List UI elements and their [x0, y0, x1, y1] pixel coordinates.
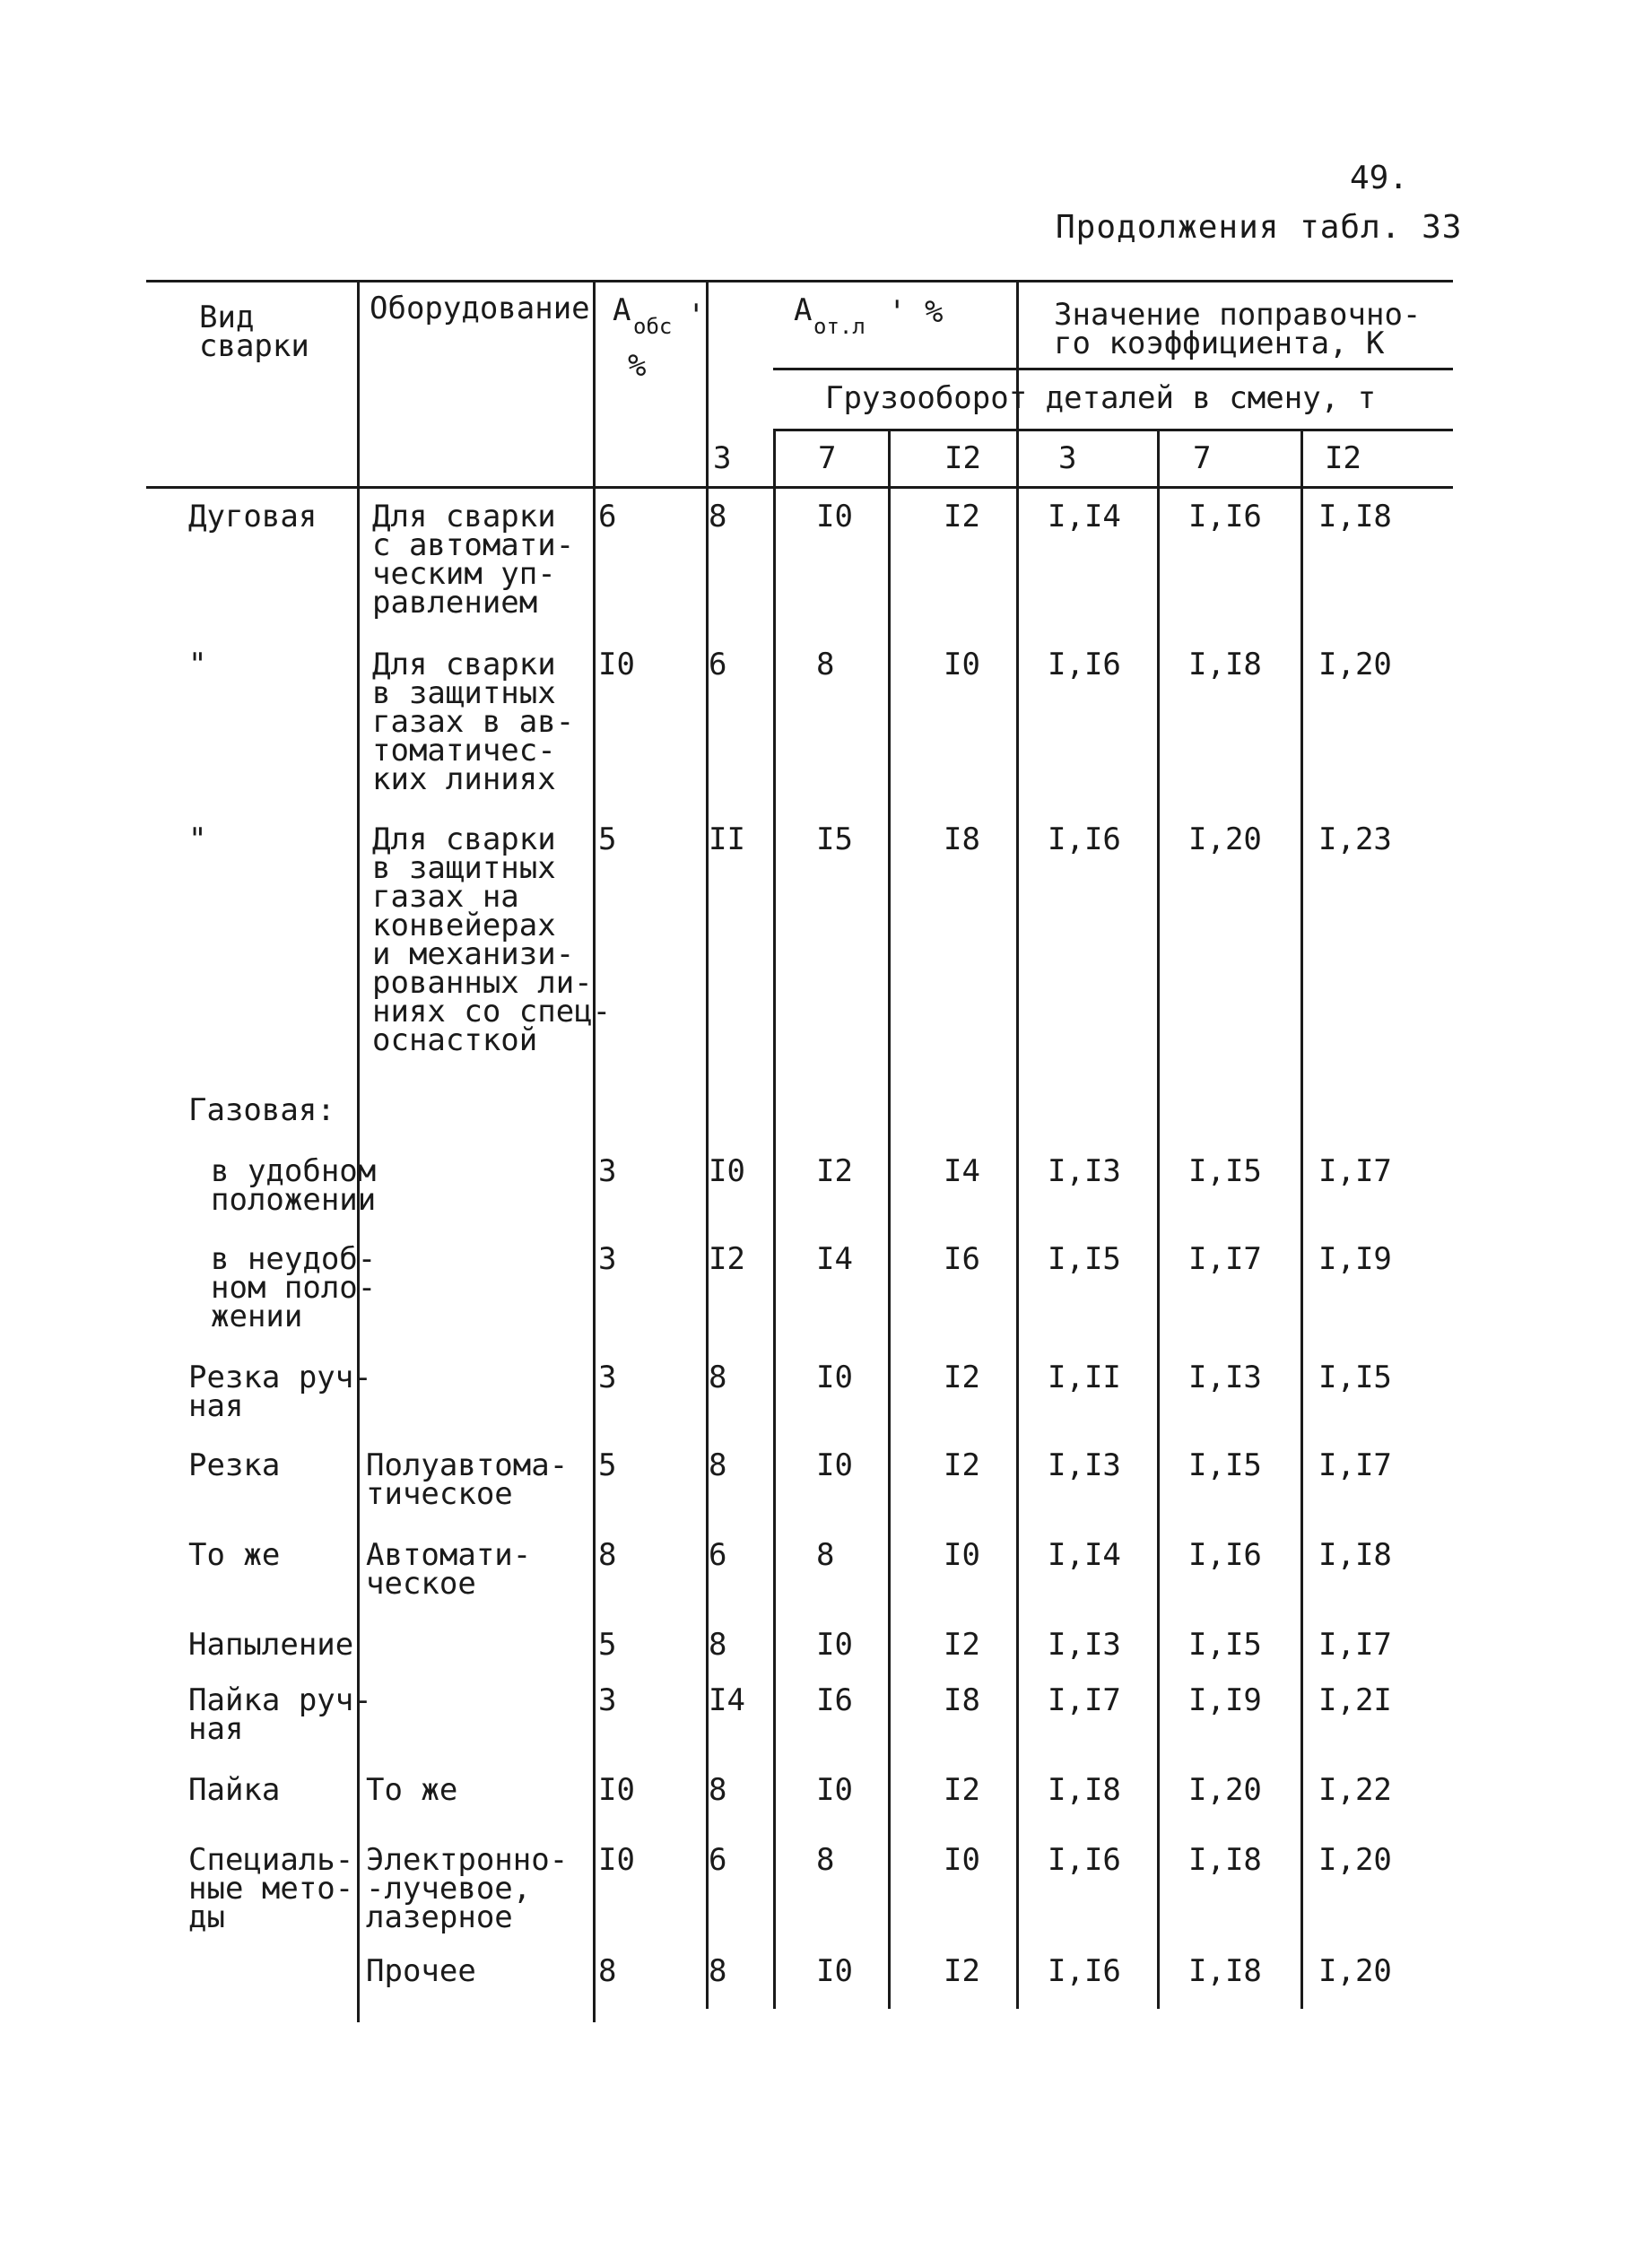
row-a-obs: 8 [598, 1537, 617, 1573]
column-line [706, 280, 709, 2009]
row-vid: Пайка [188, 1772, 281, 1808]
row-value: I,I4 [1048, 1537, 1121, 1573]
row-value: 8 [709, 499, 727, 534]
row-vid: Напыление [188, 1627, 354, 1663]
header-a-obs-comma: ' [687, 298, 706, 334]
row-value: 8 [709, 1627, 727, 1663]
row-vid: Дуговая [188, 499, 317, 534]
row-a-obs: 3 [598, 1360, 617, 1395]
row-value: I2 [944, 1953, 980, 1989]
row-value: I2 [816, 1153, 853, 1189]
header-col-4: 7 [1193, 440, 1212, 476]
row-value: I,I5 [1188, 1627, 1262, 1663]
column-line [357, 280, 360, 2022]
row-value: I,I8 [1188, 1953, 1262, 1989]
row-value: I4 [944, 1153, 980, 1189]
row-equipment: Полуавтома- тическое [366, 1447, 569, 1512]
column-line [888, 429, 891, 2009]
row-a-obs: 5 [598, 1447, 617, 1483]
row-value: II [709, 821, 745, 857]
row-a-obs: I0 [598, 647, 635, 682]
row-value: I,I6 [1048, 647, 1121, 682]
row-equipment: То же [366, 1772, 458, 1808]
page-number: 49. [1350, 160, 1409, 196]
header-col-3: 3 [1058, 440, 1077, 476]
header-col-2: I2 [944, 440, 981, 476]
row-value: I2 [709, 1241, 745, 1277]
row-vid: Пайка руч- ная [188, 1682, 372, 1747]
row-a-obs: 8 [598, 1953, 617, 1989]
row-value: 6 [709, 1537, 727, 1573]
row-value: I,I6 [1048, 1953, 1121, 1989]
row-value: I,I7 [1318, 1153, 1392, 1189]
row-value: I,I7 [1318, 1447, 1392, 1483]
row-value: I,20 [1188, 821, 1262, 857]
rule-line [773, 429, 1453, 431]
row-value: I,20 [1318, 1842, 1392, 1878]
row-value: I,23 [1318, 821, 1392, 857]
header-col-0: 3 [713, 440, 732, 476]
row-value: I0 [816, 1953, 853, 1989]
row-value: I,20 [1188, 1772, 1262, 1808]
row-vid: То же [188, 1537, 281, 1573]
row-value: I,I8 [1188, 1842, 1262, 1878]
row-value: I,20 [1318, 1953, 1392, 1989]
row-value: I0 [816, 1360, 853, 1395]
row-value: I0 [944, 1842, 980, 1878]
row-equipment: Для сварки в защитных газах на конвейерах и механизи- рованных ли- ниях со спец- оснасткой [372, 821, 612, 1058]
row-value: I8 [944, 1682, 980, 1718]
row-value: I5 [816, 821, 853, 857]
row-value: I,I9 [1318, 1241, 1392, 1277]
row-value: I,22 [1318, 1772, 1392, 1808]
row-value: I8 [944, 821, 980, 857]
header-cargo: Грузооборот деталей в смену, т [825, 380, 1377, 416]
row-equipment: Электронно- -лучевое, лазерное [366, 1842, 569, 1935]
row-equipment: Для сварки в защитных газах в ав- томатичес- ких линиях [372, 647, 575, 797]
row-a-obs: 3 [598, 1153, 617, 1189]
row-value: 8 [709, 1447, 727, 1483]
row-value: I,I3 [1048, 1153, 1121, 1189]
row-value: I2 [944, 1627, 980, 1663]
row-value: I,I9 [1188, 1682, 1262, 1718]
row-a-obs: 3 [598, 1682, 617, 1718]
row-value: 8 [709, 1953, 727, 1989]
header-a-otl-unit: ' % [888, 294, 944, 330]
row-value: I,I7 [1318, 1627, 1392, 1663]
row-value: I,2I [1318, 1682, 1392, 1718]
row-value: I,I6 [1048, 821, 1121, 857]
row-value: 6 [709, 647, 727, 682]
row-value: I,I3 [1048, 1447, 1121, 1483]
row-value: I,20 [1318, 647, 1392, 682]
row-value: I2 [944, 1447, 980, 1483]
row-value: I0 [816, 1447, 853, 1483]
row-value: I0 [944, 647, 980, 682]
row-value: I,I8 [1318, 499, 1392, 534]
row-a-obs: 5 [598, 821, 617, 857]
row-value: 8 [816, 647, 835, 682]
row-value: I4 [816, 1241, 853, 1277]
row-value: I,I5 [1048, 1241, 1121, 1277]
row-value: I,I8 [1188, 647, 1262, 682]
header-equipment: Оборудование [370, 291, 590, 326]
row-value: I,I6 [1188, 499, 1262, 534]
row-vid: Специаль- ные мето- ды [188, 1842, 354, 1935]
row-vid: Газовая: [188, 1092, 335, 1128]
column-line [1157, 429, 1160, 2009]
row-value: I2 [944, 499, 980, 534]
row-value: I,I8 [1048, 1772, 1121, 1808]
row-value: I0 [816, 1772, 853, 1808]
header-col-5: I2 [1325, 440, 1361, 476]
row-equipment: Прочее [366, 1953, 476, 1989]
row-vid: в удобном положении [211, 1153, 377, 1218]
column-line [593, 280, 596, 2022]
row-value: I0 [709, 1153, 745, 1189]
header-col-1: 7 [818, 440, 837, 476]
header-a-otl: А [794, 292, 813, 328]
row-value: I0 [816, 499, 853, 534]
row-value: I2 [944, 1360, 980, 1395]
row-value: 8 [816, 1842, 835, 1878]
row-value: 8 [709, 1772, 727, 1808]
row-value: I6 [816, 1682, 853, 1718]
rule-line [146, 486, 1453, 489]
row-equipment: Автомати- ческое [366, 1537, 532, 1602]
row-value: I,I7 [1048, 1682, 1121, 1718]
row-value: I,I6 [1048, 1842, 1121, 1878]
rule-line [146, 280, 1453, 282]
header-a-obs-sub: обс [633, 314, 673, 339]
row-value: 8 [709, 1360, 727, 1395]
row-a-obs: 6 [598, 499, 617, 534]
row-value: I,I7 [1188, 1241, 1262, 1277]
row-equipment: Для сварки с автомати- ческим уп- равлением [372, 499, 575, 621]
row-a-obs: I0 [598, 1772, 635, 1808]
row-value: I2 [944, 1772, 980, 1808]
row-vid: Резка [188, 1447, 281, 1483]
row-a-obs: 5 [598, 1627, 617, 1663]
row-vid: " [188, 647, 207, 682]
row-value: I,I5 [1188, 1153, 1262, 1189]
row-vid: в неудоб- ном поло- жении [211, 1241, 377, 1334]
row-value: I,I8 [1318, 1537, 1392, 1573]
column-line [1300, 429, 1303, 2009]
row-value: I0 [816, 1627, 853, 1663]
row-value: I0 [944, 1537, 980, 1573]
row-value: I,II [1048, 1360, 1121, 1395]
row-value: I,I5 [1188, 1447, 1262, 1483]
row-value: 8 [816, 1537, 835, 1573]
row-a-obs: I0 [598, 1842, 635, 1878]
row-value: I,I6 [1188, 1537, 1262, 1573]
table-caption: Продолжения табл. 33 [1056, 209, 1463, 246]
column-line [773, 429, 776, 2009]
column-line [1016, 280, 1019, 2009]
row-value: I,I4 [1048, 499, 1121, 534]
row-value: I4 [709, 1682, 745, 1718]
row-a-obs: 3 [598, 1241, 617, 1277]
row-value: 6 [709, 1842, 727, 1878]
header-a-obs-unit: % [628, 348, 647, 384]
header-coef: Значение поправочно- го коэффициента, К [1054, 297, 1422, 361]
header-a-otl-sub: от.л [813, 314, 865, 339]
row-value: I,I3 [1048, 1627, 1121, 1663]
row-vid: " [188, 821, 207, 857]
row-value: I,I5 [1318, 1360, 1392, 1395]
row-value: I6 [944, 1241, 980, 1277]
row-value: I,I3 [1188, 1360, 1262, 1395]
rule-line [773, 368, 1453, 370]
header-vid: Вид сварки [199, 300, 309, 364]
header-a-obs: А [613, 292, 631, 328]
row-vid: Резка руч- ная [188, 1360, 372, 1424]
